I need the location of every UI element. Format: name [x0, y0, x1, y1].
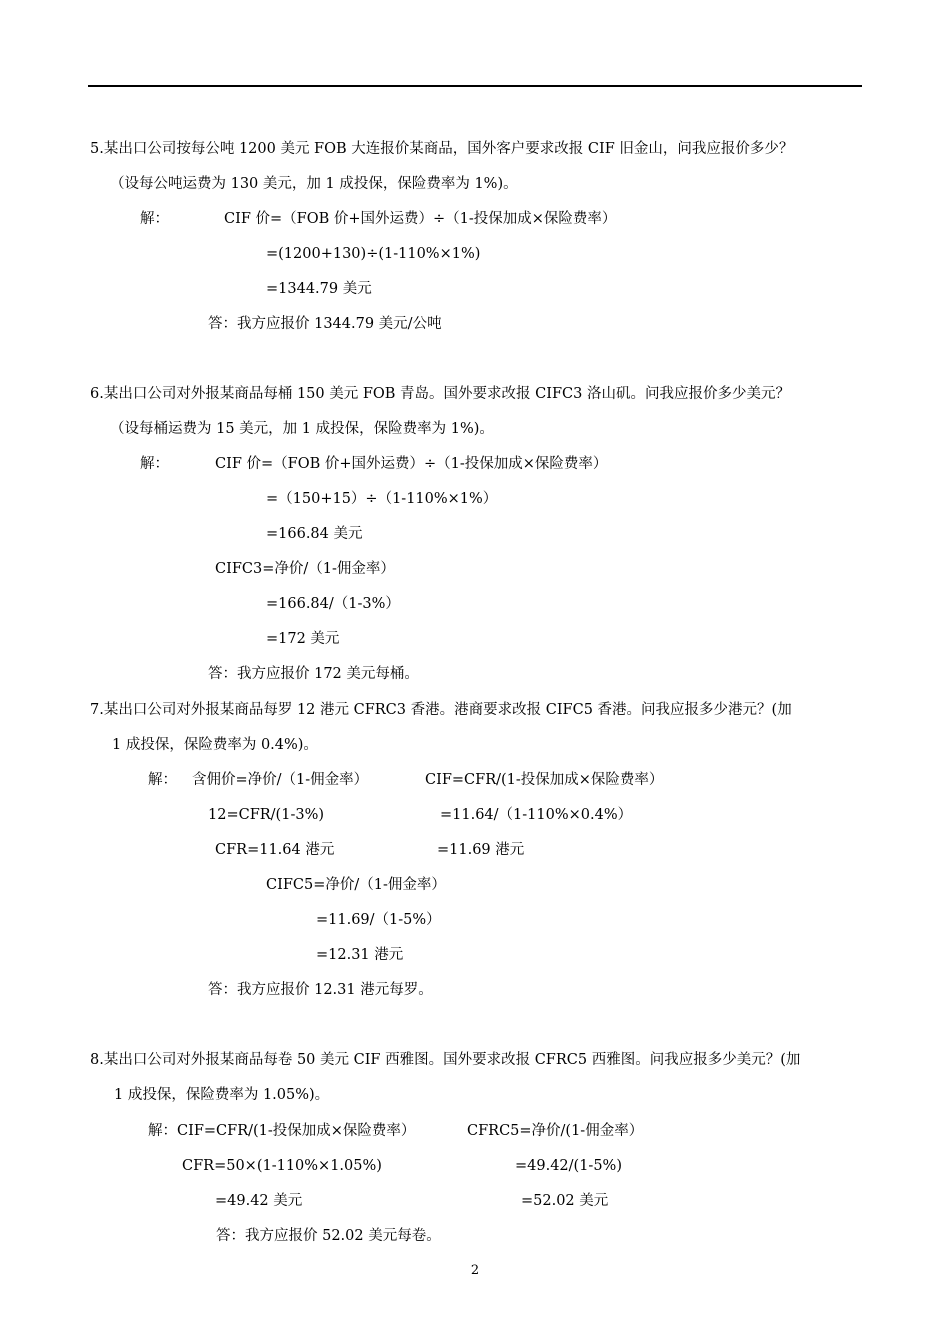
- q7-left-step2: CFR=11.64 港元: [215, 842, 335, 858]
- q5-solve-label: 解：: [140, 211, 169, 227]
- q6-formula: CIF 价=（FOB 价+国外运费）÷（1-投保加成×保险费率）: [215, 456, 608, 472]
- q5-step2: =1344.79 美元: [266, 281, 372, 297]
- q8-right-step1: =49.42/(1-5%): [515, 1158, 622, 1174]
- page-number: 2: [470, 1263, 480, 1278]
- q8-right-step2: =52.02 美元: [521, 1193, 609, 1209]
- q5-formula: CIF 价=（FOB 价+国外运费）÷（1-投保加成×保险费率）: [224, 211, 617, 227]
- q8-right-formula: CFRC5=净价/(1-佣金率）: [467, 1123, 644, 1139]
- q7-answer: 答：我方应报价 12.31 港元每罗。: [208, 982, 433, 998]
- q7-step3: =11.69/（1-5%）: [316, 912, 441, 928]
- q7-right-formula: CIF=CFR/(1-投保加成×保险费率）: [425, 772, 664, 788]
- q5-step1: =(1200+130)÷(1-110%×1%): [266, 246, 481, 262]
- q5-question-line1: 5.某出口公司按每公吨 1200 美元 FOB 大连报价某商品，国外客户要求改报 CIF 旧金山，问我应报价多少？: [90, 141, 794, 157]
- q7-step4: =12.31 港元: [316, 947, 404, 963]
- q7-question-line1: 7.某出口公司对外报某商品每罗 12 港元 CFRC3 香港。港商要求改报 CIFC5 香港。问我应报多少港元？(加: [90, 702, 792, 718]
- q6-formula2: CIFC3=净价/（1-佣金率）: [215, 561, 395, 577]
- q7-left-formula: 含佣价=净价/（1-佣金率）: [192, 772, 369, 788]
- q8-question-line2: 1 成投保，保险费率为 1.05%)。: [114, 1087, 330, 1103]
- q8-left-step1: CFR=50×(1-110%×1.05%): [182, 1158, 382, 1174]
- q7-left-step1: 12=CFR/(1-3%): [208, 807, 324, 823]
- q7-formula2: CIFC5=净价/（1-佣金率）: [266, 877, 446, 893]
- q8-left-formula: 解：CIF=CFR/(1-投保加成×保险费率）: [148, 1123, 416, 1139]
- q6-step1: =（150+15）÷（1-110%×1%）: [266, 491, 498, 507]
- q8-answer: 答：我方应报价 52.02 美元每卷。: [216, 1228, 441, 1244]
- q6-step2: =166.84 美元: [266, 526, 363, 542]
- q8-question-line1: 8.某出口公司对外报某商品每卷 50 美元 CIF 西雅图。国外要求改报 CFRC5 西雅图。问我应报多少美元？(加: [90, 1052, 801, 1068]
- q6-step3: =166.84/（1-3%）: [266, 596, 400, 612]
- q6-question-line2: （设每桶运费为 15 美元，加 1 成投保，保险费率为 1%)。: [110, 421, 494, 437]
- q7-right-step2: =11.69 港元: [437, 842, 525, 858]
- q7-right-step1: =11.64/（1-110%×0.4%）: [440, 807, 633, 823]
- q6-step4: =172 美元: [266, 631, 340, 647]
- header-rule: [88, 85, 862, 87]
- q7-solve-label: 解：: [148, 772, 177, 788]
- q6-answer: 答：我方应报价 172 美元每桶。: [208, 666, 419, 682]
- q8-left-step2: =49.42 美元: [215, 1193, 303, 1209]
- q7-question-line2: 1 成投保，保险费率为 0.4%)。: [112, 737, 318, 753]
- q5-question-line2: （设每公吨运费为 130 美元，加 1 成投保，保险费率为 1%)。: [110, 176, 518, 192]
- q5-answer: 答：我方应报价 1344.79 美元/公吨: [208, 316, 442, 332]
- q6-question-line1: 6.某出口公司对外报某商品每桶 150 美元 FOB 青岛。国外要求改报 CIFC3 洛山矶。问我应报价多少美元？: [90, 386, 790, 402]
- q6-solve-label: 解：: [140, 456, 169, 472]
